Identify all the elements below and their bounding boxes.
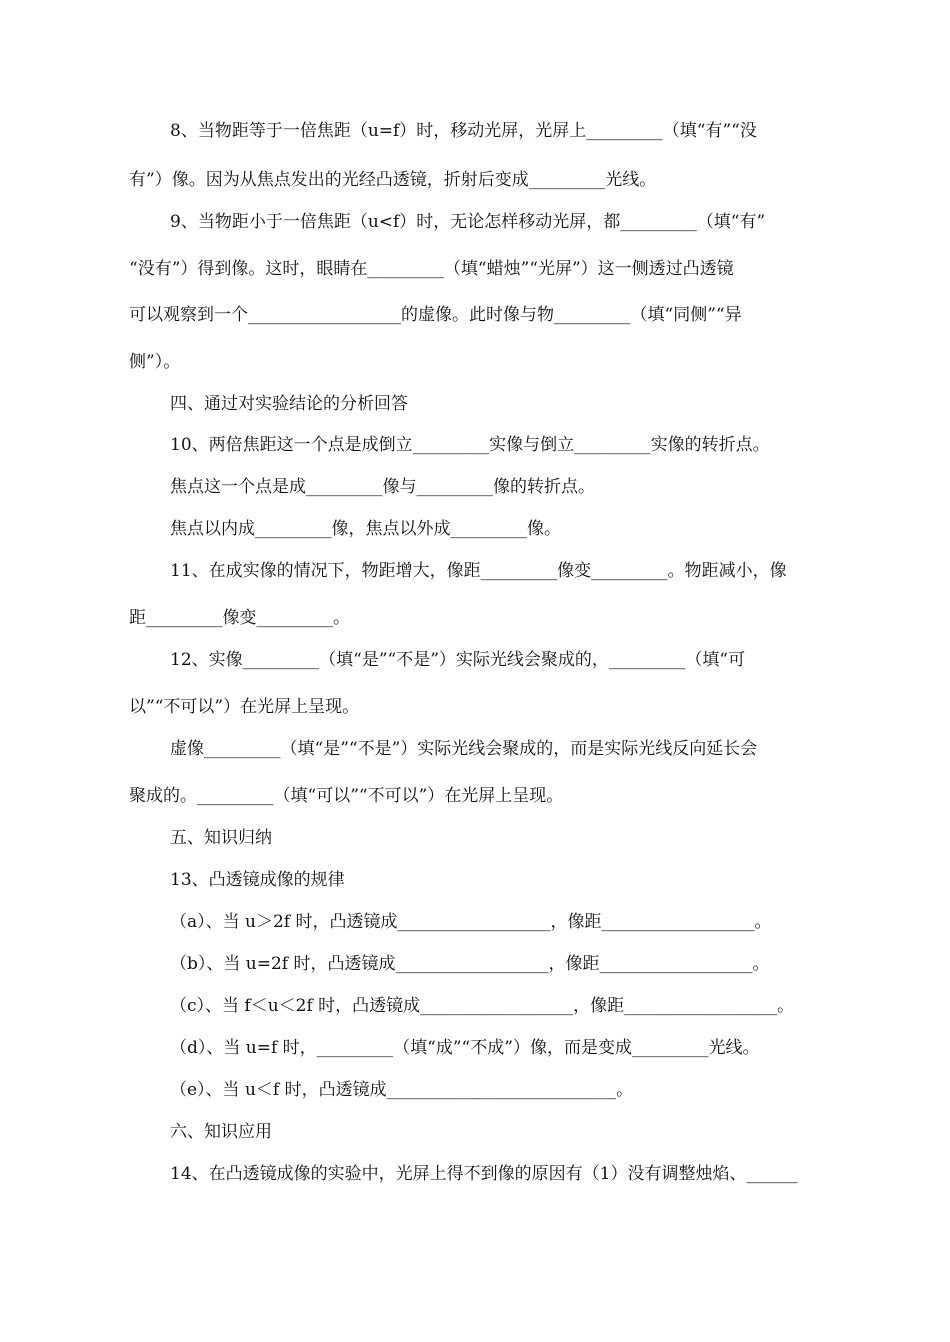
q9-line2: “没有”）得到像。这时，眼睛在_________（填“蜡烛”“光屏”）这一侧透过凸透镜: [129, 259, 734, 279]
q13-item-a: （a）、当 u＞2f 时，凸透镜成__________________，像距__________________。: [170, 912, 772, 932]
section4-heading: 四、通过对实验结论的分析回答: [170, 394, 408, 414]
q9-line1: 9、当物距小于一倍焦距（u<f）时，无论怎样移动光屏，都_________（填“有”: [170, 212, 766, 232]
q13-item-c: （c）、当 f＜u＜2f 时，凸透镜成__________________，像距__________________。: [170, 996, 795, 1016]
q13-title: 13、凸透镜成像的规律: [170, 870, 345, 890]
q12-line2: 以”“不可以”）在光屏上呈现。: [129, 697, 360, 717]
q10-line3: 焦点以内成_________像，焦点以外成_________像。: [170, 519, 561, 539]
q12-line4: 聚成的。_________（填“可以”“不可以”）在光屏上呈现。: [129, 786, 564, 806]
q8-line1: 8、当物距等于一倍焦距（u=f）时，移动光屏，光屏上_________（填“有”“没: [170, 121, 757, 141]
q13-item-d: （d）、当 u=f 时，_________（填“成”“不成”）像，而是变成_________光线。: [170, 1038, 760, 1058]
q12-line1: 12、实像_________（填“是”“不是”）实际光线会聚成的，_________（填“可: [170, 650, 746, 670]
section6-heading: 六、知识应用: [170, 1122, 272, 1142]
q10-line2: 焦点这一个点是成_________像与_________像的转折点。: [170, 477, 595, 497]
q14-line1: 14、在凸透镜成像的实验中，光屏上得不到像的原因有（1）没有调整烛焰、______: [170, 1164, 798, 1184]
q8-line2: 有”）像。因为从焦点发出的光经凸透镜，折射后变成_________光线。: [129, 170, 657, 190]
q9-line3: 可以观察到一个__________________的虚像。此时像与物_________（填“同侧”“异: [129, 305, 742, 325]
section5-heading: 五、知识归纳: [170, 828, 272, 848]
q12-line3: 虚像_________（填“是”“不是”）实际光线会聚成的，而是实际光线反向延长会: [170, 739, 758, 759]
q13-item-e: （e）、当 u＜f 时，凸透镜成___________________________。: [170, 1080, 634, 1100]
q11-line2: 距_________像变_________。: [129, 608, 350, 628]
q10-line1: 10、两倍焦距这一个点是成倒立_________实像与倒立_________实像的转折点。: [170, 435, 770, 455]
q9-line4: 侧”）。: [129, 352, 181, 372]
q11-line1: 11、在成实像的情况下，物距增大，像距_________像变_________。物距减小，像: [170, 561, 787, 581]
q13-item-b: （b）、当 u=2f 时，凸透镜成__________________，像距__________________。: [170, 954, 770, 974]
